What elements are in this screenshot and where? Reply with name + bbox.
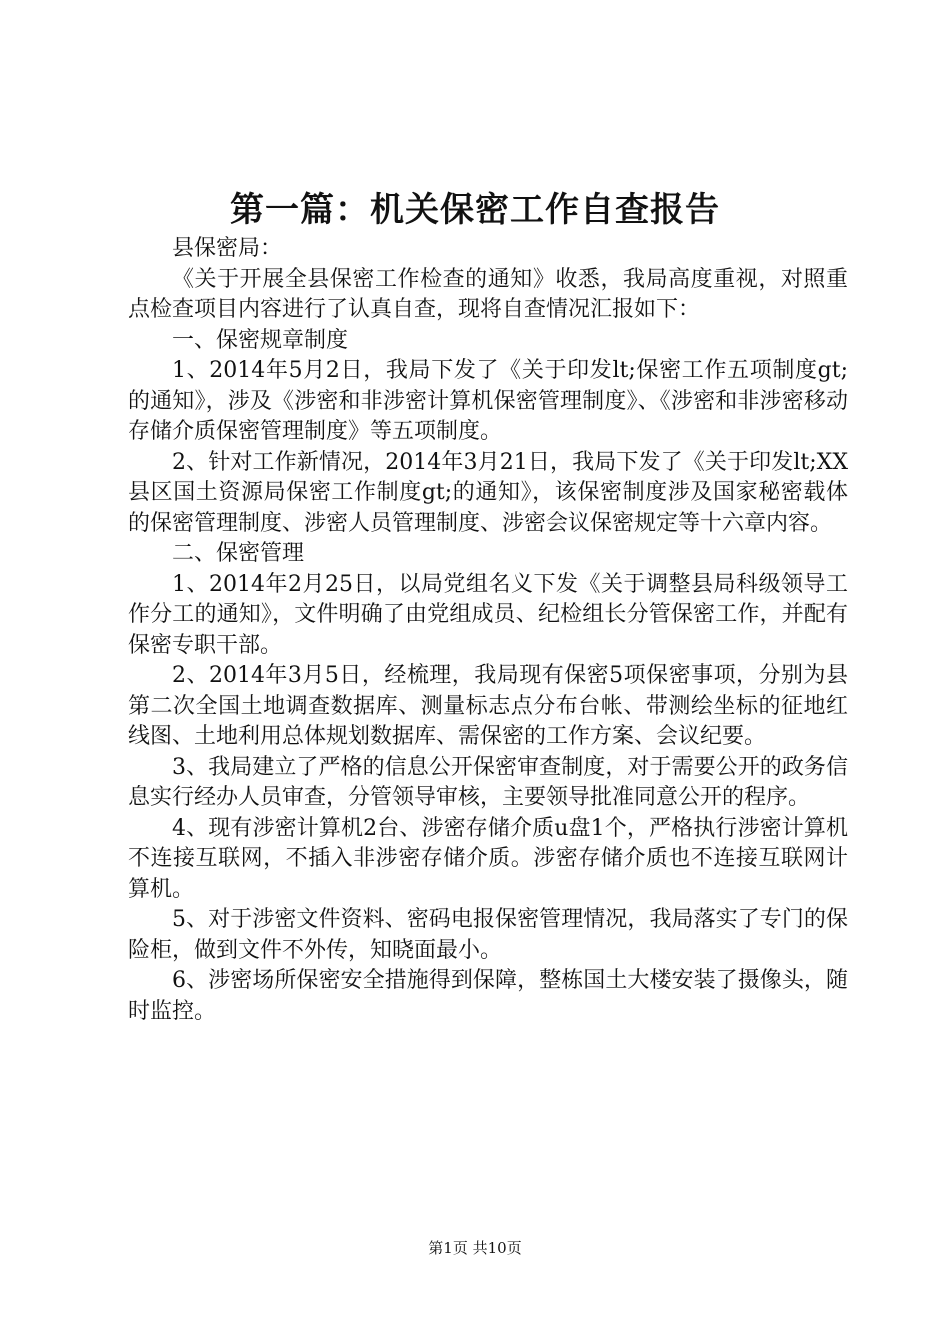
document-body (128, 234, 848, 1027)
paragraph: 5、对于涉密文件资料、密码电报保密管理情况，我局落实了专门的保险柜，做到文件不外传，知晓面最小。 (128, 907, 848, 963)
page-number: 第1页 共10页 (428, 1239, 522, 1257)
section-heading-2: 二、保密管理 (172, 541, 305, 566)
paragraph: 3、我局建立了严格的信息公开保密审查制度，对于需要公开的政务信息实行经办人员审查，分管领导审核，主要领导批准同意公开的程序。 (128, 754, 848, 810)
paragraph: 4、现有涉密计算机2台、涉密存储介质u盘1个，严格执行涉密计算机不连接互联网，不插入非涉密存储介质。涉密存储介质也不连接互联网计算机。 (128, 815, 848, 902)
paragraph: 2、针对工作新情况，2014年3月21日，我局下发了《关于印发lt;XX县区国土资源局保密工作制度gt;的通知》，该保密制度涉及国家秘密载体的保密管理制度、涉密人员管理制度、涉密会议保密规定等十六章内容。 (128, 449, 848, 536)
paragraph: 1、2014年5月2日，我局下发了《关于印发lt;保密工作五项制度gt;的通知》，涉及《涉密和非涉密计算机保密管理制度》、《涉密和非涉密移动存储介质保密管理制度》等五项制度。 (128, 358, 848, 444)
paragraph-intro: 《关于开展全县保密工作检查的通知》收悉，我局高度重视，对照重点检查项目内容进行了认真自查，现将自查情况汇报如下： (128, 266, 848, 322)
section-heading-1: 一、保密规章制度 (172, 327, 349, 353)
paragraph-salutation: 县保密局： (172, 236, 283, 261)
document-title: 第一篇：机关保密工作自查报告 (230, 190, 720, 230)
paragraph: 1、2014年2月25日，以局党组名义下发《关于调整县局科级领导工作分工的通知》，文件明确了由党组成员、纪检组长分管保密工作，并配有保密专职干部。 (128, 571, 848, 658)
paragraph: 6、涉密场所保密安全措施得到保障，整栋国土大楼安装了摄像头，随时监控。 (128, 968, 848, 1024)
paragraph: 2、2014年3月5日，经梳理，我局现有保密5项保密事项，分别为县第二次全国土地调查数据库、测量标志点分布台帐、带测绘坐标的征地红线图、土地利用总体规划数据库、需保密的工作方案、会议纪要。 (128, 663, 848, 749)
